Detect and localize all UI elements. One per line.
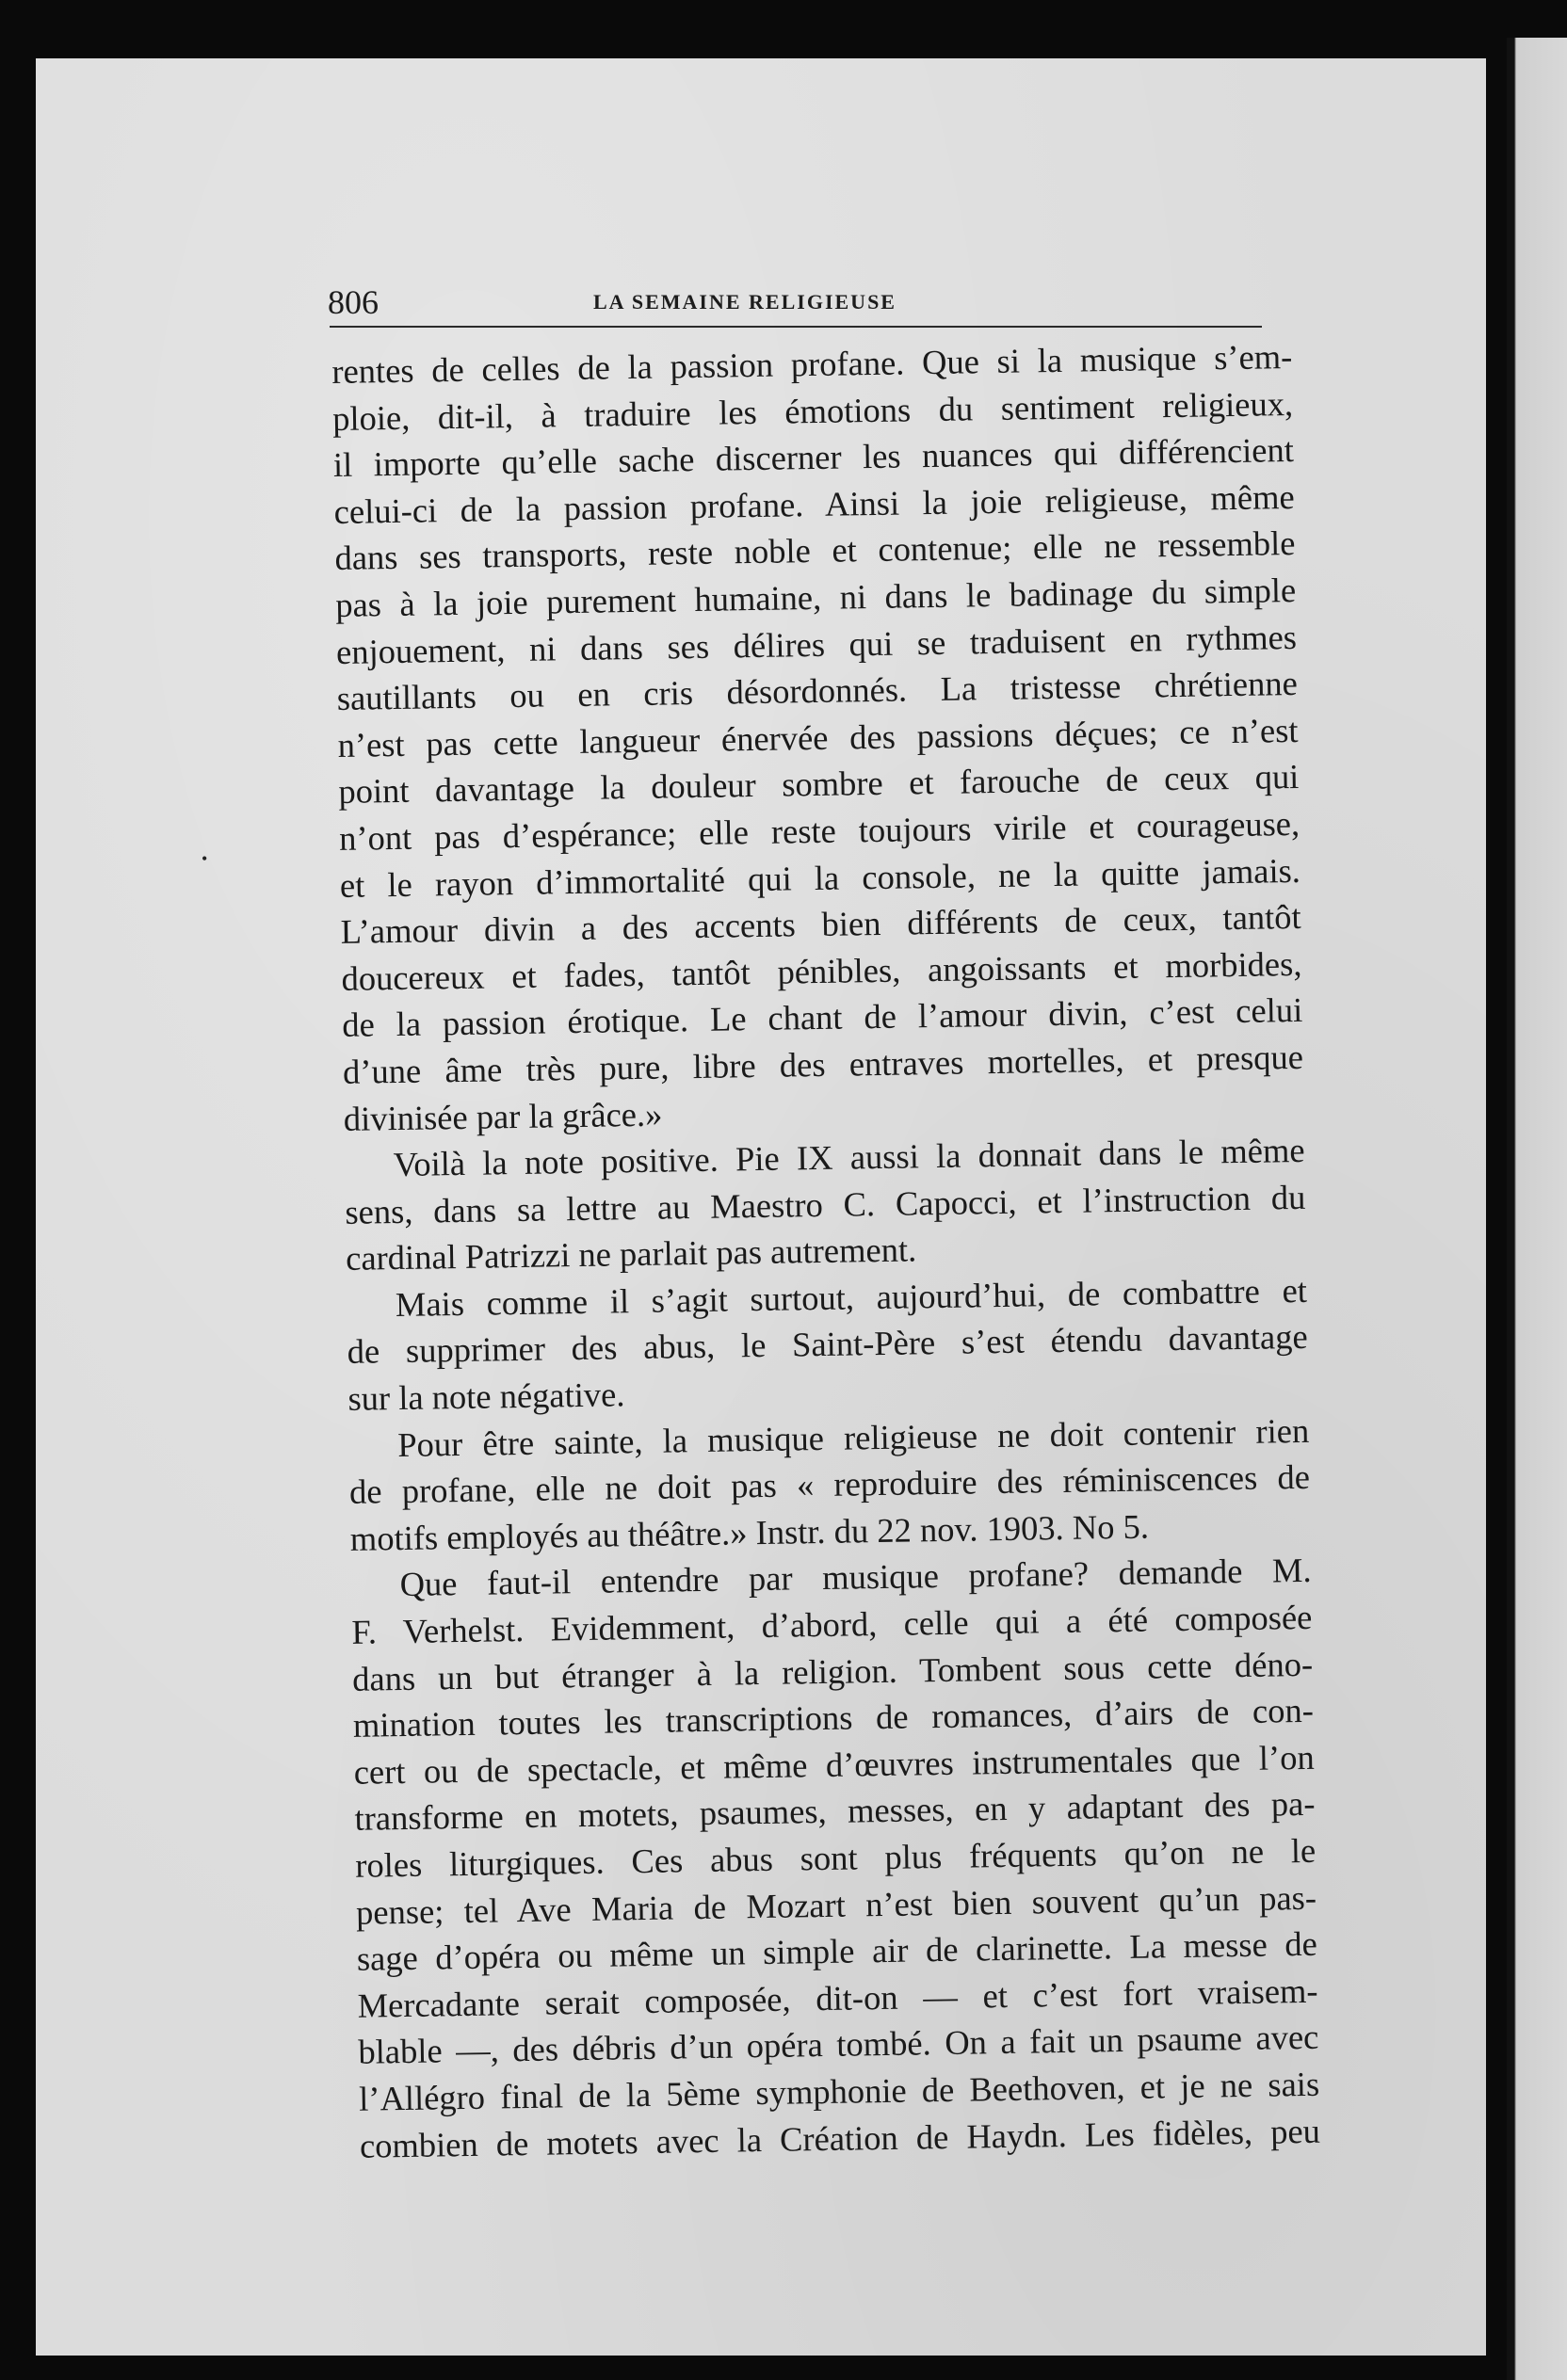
text-line: divinisée par la grâce.»: [343, 1094, 663, 1138]
text-line: sur la note négative.: [347, 1375, 625, 1418]
margin-mark: •: [202, 849, 208, 868]
text-line: de la passion érotique. Le chant de l’amour divin, c’est celui: [341, 990, 1303, 1045]
header-rule: [330, 326, 1262, 328]
text-line: d’une âme très pure, libre des entraves mortelles, et presque: [342, 1037, 1304, 1091]
text-line: et le rayon d’immortalité qui la console, ne la quitte jamais.: [339, 850, 1301, 905]
text-line: pense; tel Ave Maria de Mozart n’est bien souvent qu’un pas-: [355, 1877, 1317, 1932]
text-line: doucereux et fades, tantôt pénibles, angoissants et morbides,: [341, 943, 1302, 998]
text-line: Mais comme il s’agit surtout, aujourd’hui, de combattre et: [395, 1270, 1308, 1324]
text-line: sautillants ou en cris désordonnés. La tristesse chrétienne: [336, 664, 1299, 718]
text-line: Mercadante serait composée, dit-on — et c’est fort vraisem-: [357, 1970, 1318, 2025]
body-text: [331, 333, 1320, 2169]
text-line: Pour être sainte, la musique religieuse ne doit contenir rien: [396, 1410, 1310, 1464]
text-line: de profane, elle ne doit pas « reproduire des réminiscences de: [348, 1457, 1311, 1512]
text-line: dans un but étranger à la religion. Tombent sous cette déno-: [351, 1644, 1314, 1698]
text-line: F. Verhelst. Evidemment, d’abord, celle qui a été composée: [351, 1597, 1313, 1651]
text-line: L’amour divin a des accents bien différents de ceux, tantôt: [340, 897, 1301, 952]
text-line: de supprimer des abus, le Saint-Père s’est étendu davantage: [347, 1317, 1308, 1372]
text-line: il importe qu’elle sache discerner les nuances qui différencient: [332, 430, 1295, 485]
text-line: cardinal Patrizzi ne parlait pas autrement.: [345, 1230, 917, 1278]
text-line: sens, dans sa lettre au Maestro C. Capocci, et l’instruction du: [345, 1177, 1306, 1231]
text-line: sage d’opéra ou même un simple air de clarinette. La messe de: [356, 1923, 1318, 1978]
text-line: mination toutes les transcriptions de romances, d’airs de con-: [352, 1691, 1315, 1745]
page-header: [328, 282, 1262, 321]
text-line: point davantage la douleur sombre et farouche de ceux qui: [338, 757, 1300, 812]
text-line: n’ont pas d’espérance; elle reste toujours virile et courageuse,: [338, 803, 1300, 858]
text-line: transforme en motets, psaumes, messes, en y adaptant des pa-: [354, 1784, 1316, 1839]
text-line: celui-ci de la passion profane. Ainsi la joie religieuse, même: [333, 476, 1295, 531]
text-line: cert ou de spectacle, et même d’œuvres instrumentales que l’on: [353, 1737, 1315, 1792]
text-line: enjouement, ni dans ses délires qui se traduisent en rythmes: [335, 617, 1298, 671]
text-line: l’Allégro final de la 5ème symphonie de Beethoven, et je ne sais: [358, 2064, 1320, 2118]
text-line: pas à la joie purement humaine, ni dans le badinage du simple: [334, 570, 1297, 624]
text-line: ploie, dit-il, à traduire les émotions du sentiment religieux,: [331, 383, 1294, 438]
scan-top-border: [0, 0, 1567, 58]
text-line: rentes de celles de la passion profane. Que si la musique s’em-: [331, 336, 1293, 391]
text-line: Que faut-il entendre par musique profane? demande M.: [399, 1551, 1312, 1604]
text-line: dans ses transports, reste noble et contenue; elle ne ressemble: [334, 523, 1296, 578]
text-line: motifs employés au théâtre.» Instr. du 22 nov. 1903. No 5.: [349, 1506, 1150, 1558]
text-line: n’est pas cette langueur énervée des passions déçues; ce n’est: [337, 710, 1299, 764]
text-line: combien de motets avec la Création de Haydn. Les fidèles, peu: [359, 2111, 1321, 2165]
page-number: 806: [328, 283, 379, 321]
text-line: roles liturgiques. Ces abus sont plus fréquents qu’on ne le: [354, 1830, 1317, 1885]
text-line: Voilà la note positive. Pie IX aussi la donnait dans le même: [393, 1130, 1305, 1184]
adjacent-page-edge: [1507, 38, 1567, 2380]
running-title: LA SEMAINE RELIGIEUSE: [593, 290, 897, 314]
text-line: blable —, des débris d’un opéra tombé. On a fait un psaume avec: [358, 2018, 1319, 2072]
